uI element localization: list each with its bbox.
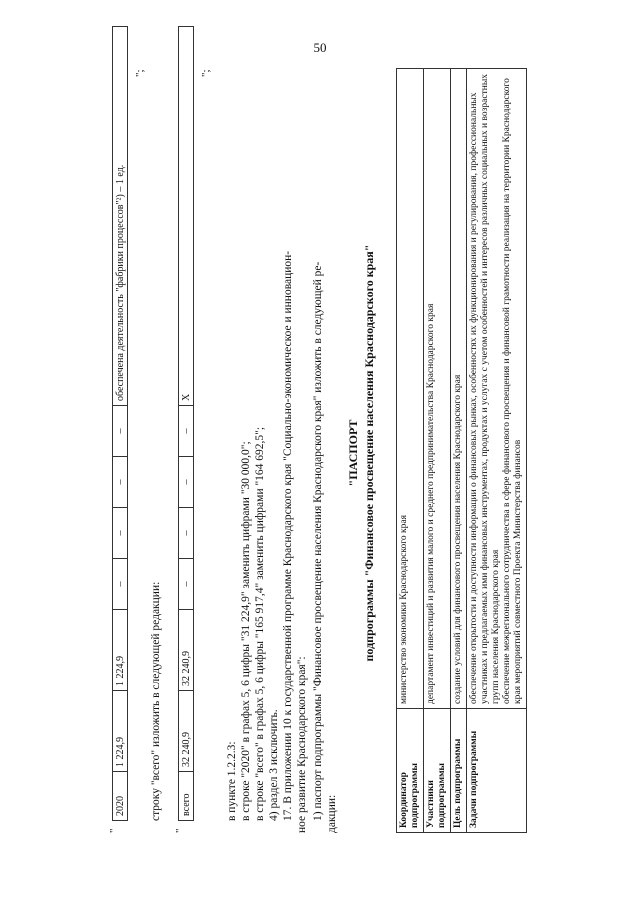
body-line: в строке "всего" в графах 5, 6 цифры "165 917,4" заменить цифрами "164 692,5";	[254, 426, 266, 821]
passport-label: Задачи подпрограммы	[467, 709, 527, 833]
passport-row	[467, 69, 527, 833]
passport-row	[451, 69, 467, 833]
close-quote: ";	[134, 69, 146, 77]
table-vsego	[178, 26, 194, 821]
table-cell: –	[113, 559, 128, 610]
table-cell: –	[179, 457, 194, 508]
passport-subtitle: подпрограммы "Финансовое просвещение населения Краснодарского края"	[362, 244, 376, 662]
open-quote: "	[108, 828, 120, 833]
table-row	[179, 27, 194, 821]
table-cell: –	[113, 508, 128, 559]
passport-value: создание условий для финансового просвещения населения Краснодарского края	[451, 69, 467, 709]
open-quote: "	[174, 828, 186, 833]
passport-value: департамент инвестиций и развития малого и среднего предпринимательства Краснодарского края	[424, 69, 451, 709]
table-cell: 2020	[113, 772, 128, 821]
table-cell: обеспечена деятельность "фабрики процессов"²) – 1 ед.	[113, 27, 128, 406]
page-number: 50	[313, 40, 327, 55]
passport-label: Координатор подпрограммы	[397, 709, 424, 833]
passport-value-line: обеспечение межрегионального сотрудничества в сфере финансового просвещения и финансовой грамотности реализация на территории Краснодарского края мероприятий совместного Проекта Министерства финансов	[502, 78, 523, 704]
instruction-vsego: строку "всего" изложить в следующей редакции:	[150, 581, 162, 821]
passport-title: "ПАСПОРТ	[346, 419, 360, 487]
passport-label: Участники подпрограммы	[424, 709, 451, 833]
passport-row	[397, 69, 424, 833]
body-line: в строке "2020" в графах 5, 6 цифры "31 224,9" заменить цифрами "30 000,0";	[240, 441, 252, 821]
table-cell: –	[113, 406, 128, 457]
table-2020	[112, 26, 128, 821]
passport-value-line: обеспечение открытости и доступности информации о финансовых рынках, особенностях их функционирования и регулирования, профессиональных участниках и предлагаемых ими финансовых инструментах, продуктах и услугах с учетом особенностей и интересов различных социальных и возрастных групп населения Краснодарского края	[469, 74, 501, 704]
table-cell: –	[179, 406, 194, 457]
table-row	[113, 27, 128, 821]
passport-row	[424, 69, 451, 833]
body-line: 4) раздел 3 исключить.	[268, 709, 280, 821]
body-line: 1) паспорт подпрограммы "Финансовое просвещение населения Краснодарского края" изложить в следующей ре-	[312, 261, 324, 821]
table-cell: 1 224,9	[113, 610, 128, 691]
table-cell: 32 240,9	[179, 610, 194, 691]
table-cell: 32 240,9	[179, 691, 194, 772]
body-line: дакции:	[326, 794, 338, 833]
passport-table	[396, 68, 527, 833]
passport-value	[467, 69, 527, 709]
table-cell: –	[113, 457, 128, 508]
table-cell: всего	[179, 772, 194, 821]
passport-value: министерство экономики Краснодарского края	[397, 69, 424, 709]
table-cell: 1 224,9	[113, 691, 128, 772]
body-line: ное развитие Краснодарского края":	[296, 656, 308, 833]
table-cell: Х	[179, 27, 194, 406]
table-cell: –	[179, 559, 194, 610]
table-cell: –	[179, 508, 194, 559]
close-quote: ";	[200, 69, 212, 77]
body-line: в пункте 1.2.2.3:	[226, 741, 238, 821]
body-line: 17. В приложении 10 к государственной программе Краснодарского края "Социально-экономическое и инновацион-	[282, 250, 294, 821]
passport-label: Цель подпрограммы	[451, 709, 467, 833]
